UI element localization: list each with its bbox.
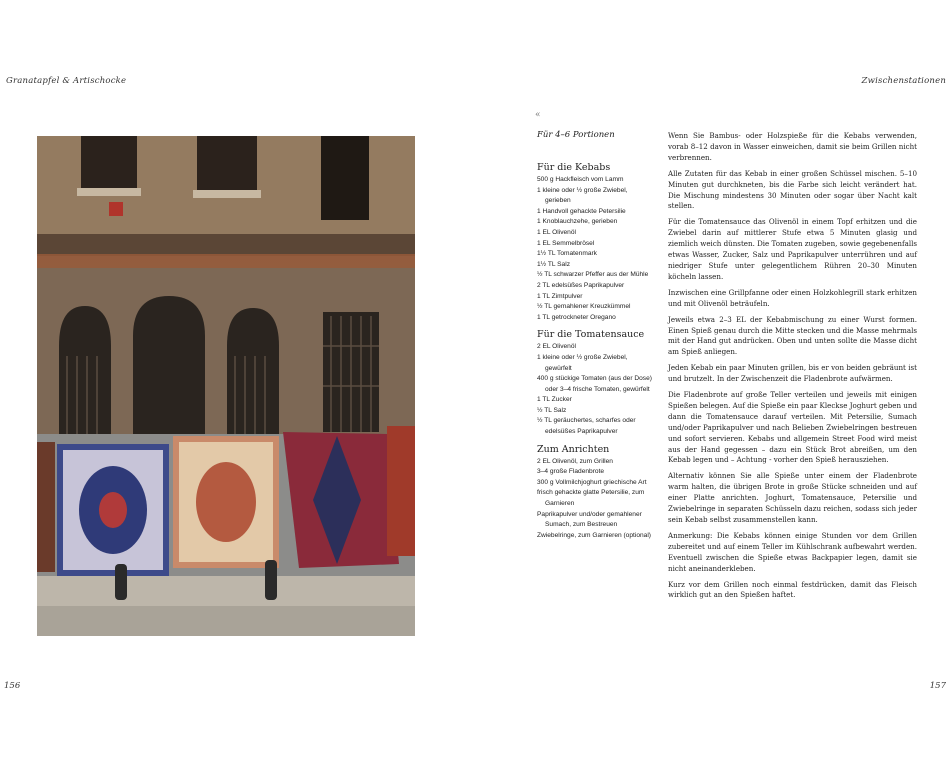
- ingredient-item: 300 g Vollmilchjoghurt griechische Art: [537, 478, 647, 486]
- ingredient-item: Zwiebelringe, zum Garnieren (optional): [537, 531, 651, 539]
- ingredient-item: 1 kleine oder ½ große Zwiebel, gewürfelt: [537, 353, 628, 372]
- ingredient-item: ½ TL schwarzer Pfeffer aus der Mühle: [537, 271, 649, 279]
- photo: [37, 136, 415, 636]
- ingredient-item: 3–4 große Fladenbrote: [537, 468, 605, 476]
- instruction-paragraph: Alternativ können Sie alle Spieße unter einem der Fladenbrote warm halten, die übrigen Brote in große Stücke schneiden und auf einer Platte anrichten. Joghurt, Tomatensauce, Petersilie und Zwiebelringe in separaten Schüsseln dazu reichen, sodass sich jeder sein Kebab selbst zusammenstellen kann.: [668, 471, 917, 524]
- instruction-paragraph: Jeden Kebab ein paar Minuten grillen, bis er von beiden gebräunt ist und brutzelt. In der Zwischenzeit die Fladenbrote aufwärmen.: [668, 363, 917, 384]
- section-title-serving: Zum Anrichten: [537, 443, 610, 455]
- ingredient-list-kebabs: [537, 175, 653, 323]
- ingredient-item: 400 g stückige Tomaten (aus der Dose) oder 3–4 frische Tomaten, gewürfelt: [537, 375, 652, 393]
- section-title-kebabs: Für die Kebabs: [537, 162, 611, 173]
- ingredient-item: ½ TL geräuchertes, scharfes oder edelsüßes Paprikapulver: [537, 417, 636, 436]
- instruction-paragraph: Inzwischen eine Grillpfanne oder einen Holzkohlegrill stark erhitzen und mit Olivenöl beträufeln.: [668, 287, 917, 308]
- ingredient-item: 1 kleine oder ½ große Zwiebel, gerieben: [537, 186, 628, 205]
- running-head-right: Zwischenstationen: [861, 76, 946, 86]
- page-number-right: 157: [929, 681, 946, 691]
- instruction-paragraph: Für die Tomatensauce das Olivenöl in einem Topf erhitzen und die Zwiebel darin auf mittlerer Stufe etwa 5 Minuten glasig und ziemlich weich dünsten. Die Tomaten zugeben, sowie gegebenenfalls etwas Wasser, Zucker, Salz und Paprikapulver unterrühren und auf niedriger Stufe unter gelegentlichem Rühren 20–30 Minuten köcheln lassen.: [668, 217, 917, 281]
- servings: Für 4–6 Portionen: [537, 130, 615, 140]
- instruction-paragraph: Alle Zutaten für das Kebab in einer großen Schüssel mischen. 5–10 Minuten gut durchkneten, bis die Farbe sich leicht verändert hat. Die Mischung mindestens 30 Minuten oder sogar über Nacht kalt stellen.: [668, 168, 917, 211]
- ingredient-item: 1 Handvoll gehackte Petersilie: [537, 207, 626, 215]
- page-number-left: 156: [4, 681, 21, 691]
- ingredient-item: Paprikapulver und/oder gemahlener Sumach, zum Bestreuen: [537, 510, 642, 529]
- ingredient-item: ½ TL Salz: [537, 406, 567, 414]
- ingredient-item: 1 Knoblauchzehe, gerieben: [537, 218, 618, 226]
- ingredient-item: 2 TL edelsüßes Paprikapulver: [537, 281, 625, 289]
- ingredient-item: 1 TL Zucker: [537, 396, 572, 404]
- ingredient-item: 1 TL Zimtpulver: [537, 292, 583, 300]
- instructions-column: [668, 131, 917, 606]
- instruction-paragraph: Jeweils etwa 2–3 EL der Kebabmischung zu einer Wurst formen. Einen Spieß genau durch die Mitte stecken und die Masse mehrmals mit der Hand gut andrücken. Oben und unten sollte die Masse dicht am Spieß anliegen.: [668, 314, 917, 357]
- instruction-paragraph: Kurz vor dem Grillen noch einmal festdrücken, damit das Fleisch wirklich gut an den Spießen haftet.: [668, 579, 917, 600]
- ingredient-item: ½ TL gemahlener Kreuzkümmel: [537, 303, 631, 311]
- instruction-paragraph: Anmerkung: Die Kebabs können einige Stunden vor dem Grillen zubereitet und auf einem Teller im Kühlschrank aufbewahrt werden. Eventuell zwischen die Spieße etwas Backpapier legen, damit sie nicht aneinanderkleben.: [668, 530, 917, 573]
- ingredient-item: 500 g Hackfleisch vom Lamm: [537, 176, 624, 183]
- ingredient-item: 1 EL Semmelbrösel: [537, 239, 595, 247]
- ingredient-list-serving: [537, 457, 653, 542]
- ingredient-item: 1½ TL Salz: [537, 260, 570, 268]
- continuation-mark: «: [535, 110, 541, 120]
- ingredient-item: 1 EL Olivenöl: [537, 228, 576, 236]
- running-head-left: Granatapfel & Artischocke: [6, 76, 127, 86]
- instruction-paragraph: Wenn Sie Bambus- oder Holzspieße für die Kebabs verwenden, vorab 8–12 davon in Wasser einweichen, damit sie beim Grillen nicht verbrennen.: [668, 131, 917, 162]
- ingredient-list-tomato-sauce: [537, 342, 653, 437]
- instruction-paragraph: Die Fladenbrote auf große Teller verteilen und jeweils mit einigen Spießen belegen. Auf die Spieße ein paar Kleckse Joghurt geben und dann die Tomatensauce darauf verteilen. Mit Petersilie, Sumach und/oder Paprikapulver und nach Belieben Zwiebelringen bestreuen und sofort servieren. Kebabs und allgemein Street Food wird meist aus der Hand gegessen – dazu ein Stück Brot abreißen, um den Kebab legen und – Achtung - vorher den Spieß herausziehen.: [668, 390, 917, 465]
- photo-illustration: [37, 136, 415, 636]
- ingredient-item: 2 EL Olivenöl, zum Grillen: [537, 457, 613, 465]
- ingredient-item: frisch gehackte glatte Petersilie, zum Garnieren: [537, 489, 645, 508]
- ingredient-item: 1 TL getrockneter Oregano: [537, 313, 616, 321]
- ingredients-column: [535, 110, 653, 547]
- ingredient-item: 2 EL Olivenöl: [537, 343, 576, 351]
- section-title-tomato-sauce: Für die Tomatensauce: [537, 329, 645, 341]
- ingredient-item: 1½ TL Tomatenmark: [537, 250, 597, 258]
